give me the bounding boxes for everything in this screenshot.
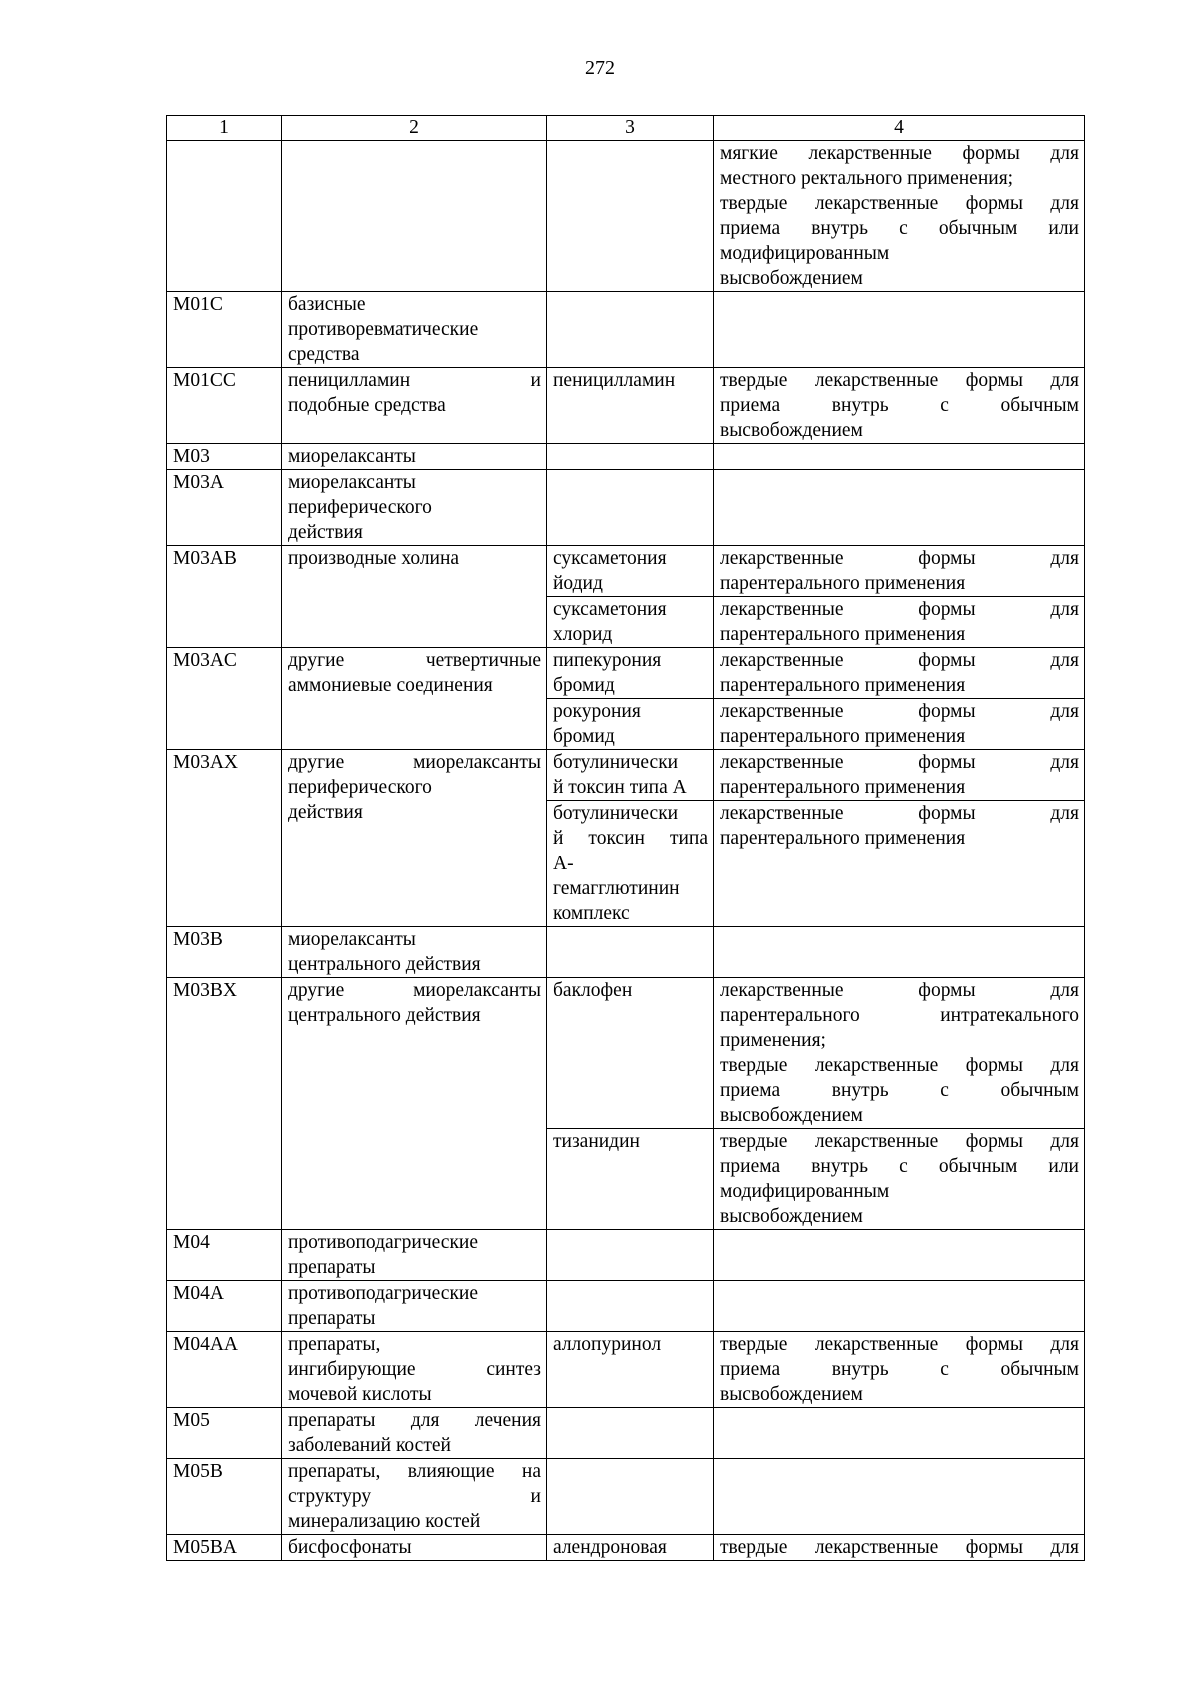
cell-line: твердые лекарственные формы для <box>720 1055 1079 1076</box>
cell-line: периферического <box>288 497 432 518</box>
dosage-forms-cell <box>714 470 1085 546</box>
cell-line: препараты для лечения <box>288 1410 541 1431</box>
cell-line: подобные средства <box>288 395 446 416</box>
cell-line: гемагглютинин <box>553 878 680 899</box>
drug-name-cell <box>547 699 714 750</box>
cell-line: пипекурония <box>553 650 662 671</box>
cell-line: суксаметония <box>553 548 667 569</box>
dosage-forms-cell <box>714 927 1085 978</box>
anatomical-group-cell <box>282 1459 547 1535</box>
drug-name-cell <box>547 750 714 801</box>
cell-line: центрального действия <box>288 954 481 975</box>
cell-line: миорелаксанты <box>288 929 416 950</box>
dosage-forms-cell <box>714 546 1085 597</box>
atc-code-cell: M05 <box>167 1408 282 1459</box>
cell-line: другие миорелаксанты <box>288 980 541 1001</box>
atc-code-cell: M03AB <box>167 546 282 648</box>
table-row <box>167 1230 1085 1281</box>
atc-code-cell: M05B <box>167 1459 282 1535</box>
atc-code-cell: M04AA <box>167 1332 282 1408</box>
cell-line: высвобождением <box>720 420 863 441</box>
atc-code-cell: M03AC <box>167 648 282 750</box>
header-cell: 1 <box>167 116 282 141</box>
cell-line: применения; <box>720 1030 826 1051</box>
anatomical-group-cell <box>282 1408 547 1459</box>
drug-name-cell <box>547 292 714 368</box>
cell-line: производные холина <box>288 548 460 569</box>
page-number: 272 <box>585 57 615 79</box>
cell-line: противоподагрические <box>288 1283 479 1304</box>
table-row <box>167 292 1085 368</box>
cell-line: бисфосфонаты <box>288 1537 412 1558</box>
dosage-forms-cell <box>714 1332 1085 1408</box>
drug-name-cell <box>547 368 714 444</box>
table-row <box>167 927 1085 978</box>
anatomical-group-cell <box>282 1281 547 1332</box>
cell-line: твердые лекарственные формы для <box>720 1131 1079 1152</box>
dosage-forms-cell <box>714 1535 1085 1561</box>
cell-line: пеницилламин и <box>288 370 541 391</box>
cell-line: препараты, <box>288 1334 381 1355</box>
dosage-forms-cell <box>714 368 1085 444</box>
atc-code-cell: M05BA <box>167 1535 282 1561</box>
header-row <box>167 116 1085 141</box>
cell-line: аммониевые соединения <box>288 675 493 696</box>
cell-line: средства <box>288 344 360 365</box>
table-row <box>167 141 1085 292</box>
cell-line: приема внутрь с обычным <box>720 1080 1079 1101</box>
cell-line: й токсин типа <box>553 828 708 849</box>
cell-line: препараты, влияющие на <box>288 1461 541 1482</box>
dosage-forms-cell <box>714 699 1085 750</box>
anatomical-group-cell <box>282 750 547 927</box>
cell-line: алендроновая <box>553 1537 667 1558</box>
drug-name-cell <box>547 1129 714 1230</box>
table-row <box>167 444 1085 470</box>
cell-line: бромид <box>553 675 615 696</box>
cell-line: минерализацию костей <box>288 1511 481 1532</box>
dosage-forms-cell <box>714 1408 1085 1459</box>
cell-line: бромид <box>553 726 615 747</box>
drug-name-cell <box>547 927 714 978</box>
cell-line: действия <box>288 802 363 823</box>
dosage-forms-cell <box>714 1129 1085 1230</box>
cell-line: другие четвертичные <box>288 650 541 671</box>
table-row <box>167 750 1085 801</box>
cell-line: суксаметония <box>553 599 667 620</box>
dosage-forms-cell <box>714 292 1085 368</box>
dosage-forms-cell <box>714 597 1085 648</box>
atc-code-cell: M04A <box>167 1281 282 1332</box>
cell-line: лекарственные формы для <box>720 548 1079 569</box>
anatomical-group-cell <box>282 1230 547 1281</box>
cell-line: противоподагрические <box>288 1232 479 1253</box>
cell-line: твердые лекарственные формы для <box>720 1334 1079 1355</box>
cell-line: парентерального применения <box>720 624 966 645</box>
cell-line: А- <box>553 853 574 874</box>
cell-line: ботулинически <box>553 803 679 824</box>
dosage-forms-cell <box>714 141 1085 292</box>
cell-line: препараты <box>288 1257 376 1278</box>
cell-line: твердые лекарственные формы для <box>720 370 1079 391</box>
cell-line: лекарственные формы для <box>720 803 1079 824</box>
anatomical-group-cell <box>282 292 547 368</box>
cell-line: центрального действия <box>288 1005 481 1026</box>
cell-line: лекарственные формы для <box>720 650 1079 671</box>
atc-code-cell: M01C <box>167 292 282 368</box>
cell-line: высвобождением <box>720 268 863 289</box>
atc-code-cell <box>167 141 282 292</box>
anatomical-group-cell <box>282 1535 547 1561</box>
dosage-forms-cell <box>714 1459 1085 1535</box>
cell-line: парентерального применения <box>720 777 966 798</box>
drug-name-cell <box>547 648 714 699</box>
cell-line: лекарственные формы для <box>720 599 1079 620</box>
anatomical-group-cell <box>282 368 547 444</box>
drug-name-cell <box>547 1408 714 1459</box>
cell-line: лекарственные формы для <box>720 752 1079 773</box>
cell-line: противоревматические <box>288 319 479 340</box>
drug-name-cell <box>547 141 714 292</box>
drug-name-cell <box>547 1281 714 1332</box>
cell-line: й токсин типа А <box>553 777 687 798</box>
cell-line: приема внутрь с обычным <box>720 395 1079 416</box>
cell-line: приема внутрь с обычным или <box>720 1156 1079 1177</box>
cell-line: парентерального применения <box>720 726 966 747</box>
cell-line: мочевой кислоты <box>288 1384 432 1405</box>
cell-line: высвобождением <box>720 1384 863 1405</box>
table-row <box>167 470 1085 546</box>
anatomical-group-cell <box>282 927 547 978</box>
drug-name-cell <box>547 444 714 470</box>
cell-line: парентерального применения <box>720 573 966 594</box>
anatomical-group-cell <box>282 444 547 470</box>
cell-line: комплекс <box>553 903 630 924</box>
cell-line: высвобождением <box>720 1206 863 1227</box>
atc-code-cell: M04 <box>167 1230 282 1281</box>
atc-code-cell: M03B <box>167 927 282 978</box>
drug-name-cell <box>547 978 714 1129</box>
cell-line: тизанидин <box>553 1131 640 1152</box>
anatomical-group-cell <box>282 978 547 1230</box>
dosage-forms-cell <box>714 1230 1085 1281</box>
anatomical-group-cell <box>282 546 547 648</box>
cell-line: модифицированным <box>720 243 890 264</box>
cell-line: приема внутрь с обычным <box>720 1359 1079 1380</box>
atc-code-cell: M01CC <box>167 368 282 444</box>
anatomical-group-cell <box>282 648 547 750</box>
cell-line: действия <box>288 522 363 543</box>
drug-name-cell <box>547 1535 714 1561</box>
atc-code-cell: M03BX <box>167 978 282 1230</box>
table-row <box>167 978 1085 1129</box>
anatomical-group-cell <box>282 141 547 292</box>
table-row <box>167 1332 1085 1408</box>
drug-name-cell <box>547 470 714 546</box>
cell-line: аллопуринол <box>553 1334 662 1355</box>
cell-line: приема внутрь с обычным или <box>720 218 1079 239</box>
drug-name-cell <box>547 1332 714 1408</box>
cell-line: периферического <box>288 777 432 798</box>
dosage-forms-cell <box>714 750 1085 801</box>
table-row <box>167 648 1085 699</box>
cell-line: парентерального применения <box>720 675 966 696</box>
cell-line: баклофен <box>553 980 633 1001</box>
anatomical-group-cell <box>282 1332 547 1408</box>
atc-code-cell: M03A <box>167 470 282 546</box>
cell-line: высвобождением <box>720 1105 863 1126</box>
dosage-forms-cell <box>714 648 1085 699</box>
cell-line: местного ректального применения; <box>720 168 1014 189</box>
table-row <box>167 368 1085 444</box>
cell-line: модифицированным <box>720 1181 890 1202</box>
cell-line: другие миорелаксанты <box>288 752 541 773</box>
cell-line: структуру и <box>288 1486 541 1507</box>
cell-line: миорелаксанты <box>288 446 416 467</box>
atc-code-cell: M03AX <box>167 750 282 927</box>
header-cell: 2 <box>282 116 547 141</box>
dosage-forms-cell <box>714 978 1085 1129</box>
header-cell: 3 <box>547 116 714 141</box>
drug-table <box>166 115 1085 1561</box>
drug-name-cell <box>547 801 714 927</box>
cell-line: ингибирующие синтез <box>288 1359 541 1380</box>
cell-line: миорелаксанты <box>288 472 416 493</box>
table-row <box>167 1459 1085 1535</box>
cell-line: базисные <box>288 294 366 315</box>
cell-line: мягкие лекарственные формы для <box>720 143 1079 164</box>
cell-line: препараты <box>288 1308 376 1329</box>
cell-line: лекарственные формы для <box>720 701 1079 722</box>
dosage-forms-cell <box>714 444 1085 470</box>
cell-line: лекарственные формы для <box>720 980 1079 1001</box>
dosage-forms-cell <box>714 1281 1085 1332</box>
cell-line: йодид <box>553 573 603 594</box>
cell-line: твердые лекарственные формы для <box>720 1537 1079 1558</box>
anatomical-group-cell <box>282 470 547 546</box>
table-row <box>167 1408 1085 1459</box>
drug-name-cell <box>547 546 714 597</box>
drug-name-cell <box>547 1459 714 1535</box>
atc-code-cell: M03 <box>167 444 282 470</box>
dosage-forms-cell <box>714 801 1085 927</box>
drug-name-cell <box>547 597 714 648</box>
drug-name-cell <box>547 1230 714 1281</box>
cell-line: парентерального применения <box>720 828 966 849</box>
cell-line: рокурония <box>553 701 641 722</box>
header-cell: 4 <box>714 116 1085 141</box>
cell-line: твердые лекарственные формы для <box>720 193 1079 214</box>
cell-line: парентерального интратекального <box>720 1005 1079 1026</box>
cell-line: заболеваний костей <box>288 1435 451 1456</box>
table-row <box>167 1535 1085 1561</box>
table-row <box>167 546 1085 597</box>
cell-line: пеницилламин <box>553 370 676 391</box>
table-row <box>167 1281 1085 1332</box>
cell-line: ботулинически <box>553 752 679 773</box>
cell-line: хлорид <box>553 624 613 645</box>
